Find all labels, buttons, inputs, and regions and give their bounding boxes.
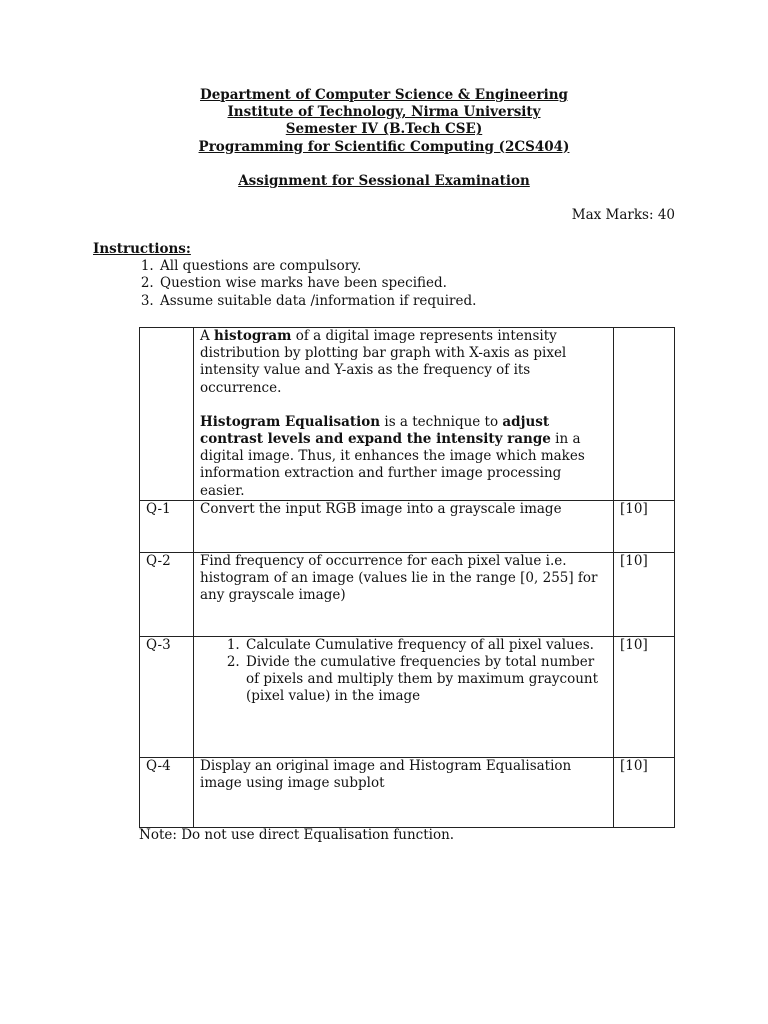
intro-marks-cell xyxy=(614,328,675,501)
institute-line: Institute of Technology, Nirma University xyxy=(227,104,541,121)
department-line: Department of Computer Science & Engineering xyxy=(200,87,568,103)
note-text: Note: Do not use direct Equalisation function. xyxy=(139,827,455,843)
instructions-title: Instructions: xyxy=(93,241,191,257)
course-line: Programming for Scientific Computing (2CS404) xyxy=(198,138,570,155)
histogram-term: histogram xyxy=(214,328,292,344)
question-number: Q-4 xyxy=(140,757,194,827)
intro-row xyxy=(140,328,675,501)
instruction-item: 2. Question wise marks have been specified. xyxy=(158,275,693,292)
instructions-list xyxy=(93,258,693,310)
assignment-title: Assignment for Sessional Examination xyxy=(238,173,530,189)
table-row xyxy=(140,757,675,827)
intro-qno-cell xyxy=(140,328,194,501)
questions-table xyxy=(139,327,675,828)
question-number: Q-1 xyxy=(140,500,194,552)
equalisation-term: Histogram Equalisation xyxy=(200,413,381,430)
document-header xyxy=(0,87,768,156)
instructions-section xyxy=(93,241,693,310)
question-number: Q-2 xyxy=(140,552,194,636)
step-item: 2. Divide the cumulative frequencies by total number of pixels and multiply them by maximum graycount (pixel value) in the image xyxy=(244,654,607,706)
semester-line: Semester IV (B.Tech CSE) xyxy=(285,121,483,138)
instruction-item: 1. All questions are compulsory. xyxy=(158,258,693,275)
equalisation-paragraph: Histogram Equalisation is a technique to adjust contrast levels and expand the intensity range in a digital image. Thus, it enhances the image which makes information extraction and further image processing easier. xyxy=(200,413,585,499)
table-row xyxy=(140,552,675,636)
max-marks: Max Marks: 40 xyxy=(571,207,675,223)
instruction-item: 3. Assume suitable data /information if required. xyxy=(158,293,693,310)
histogram-paragraph: A histogram of a digital image represents intensity distribution by plotting bar graph with X-axis as pixel intensity value and Y-axis as the frequency of its occurrence. xyxy=(200,328,567,396)
question-number: Q-3 xyxy=(140,636,194,757)
question-text: Display an original image and Histogram Equalisation image using image subplot xyxy=(194,757,614,827)
question-text: Convert the input RGB image into a grayscale image xyxy=(194,500,614,552)
question-text: Find frequency of occurrence for each pixel value i.e. histogram of an image (values lie in the range [0, 255] for any grayscale image) xyxy=(194,552,614,636)
intro-cell xyxy=(194,328,614,501)
step-item: 1. Calculate Cumulative frequency of all pixel values. xyxy=(244,637,607,654)
question-marks: [10] xyxy=(614,552,675,636)
question-marks: [10] xyxy=(614,500,675,552)
question-marks: [10] xyxy=(614,757,675,827)
question-marks: [10] xyxy=(614,636,675,757)
table-row xyxy=(140,636,675,757)
question-steps xyxy=(200,637,607,706)
question-text xyxy=(194,636,614,757)
contrast-phrase: adjust contrast levels and expand the intensity range xyxy=(200,413,551,448)
table-row xyxy=(140,500,675,552)
